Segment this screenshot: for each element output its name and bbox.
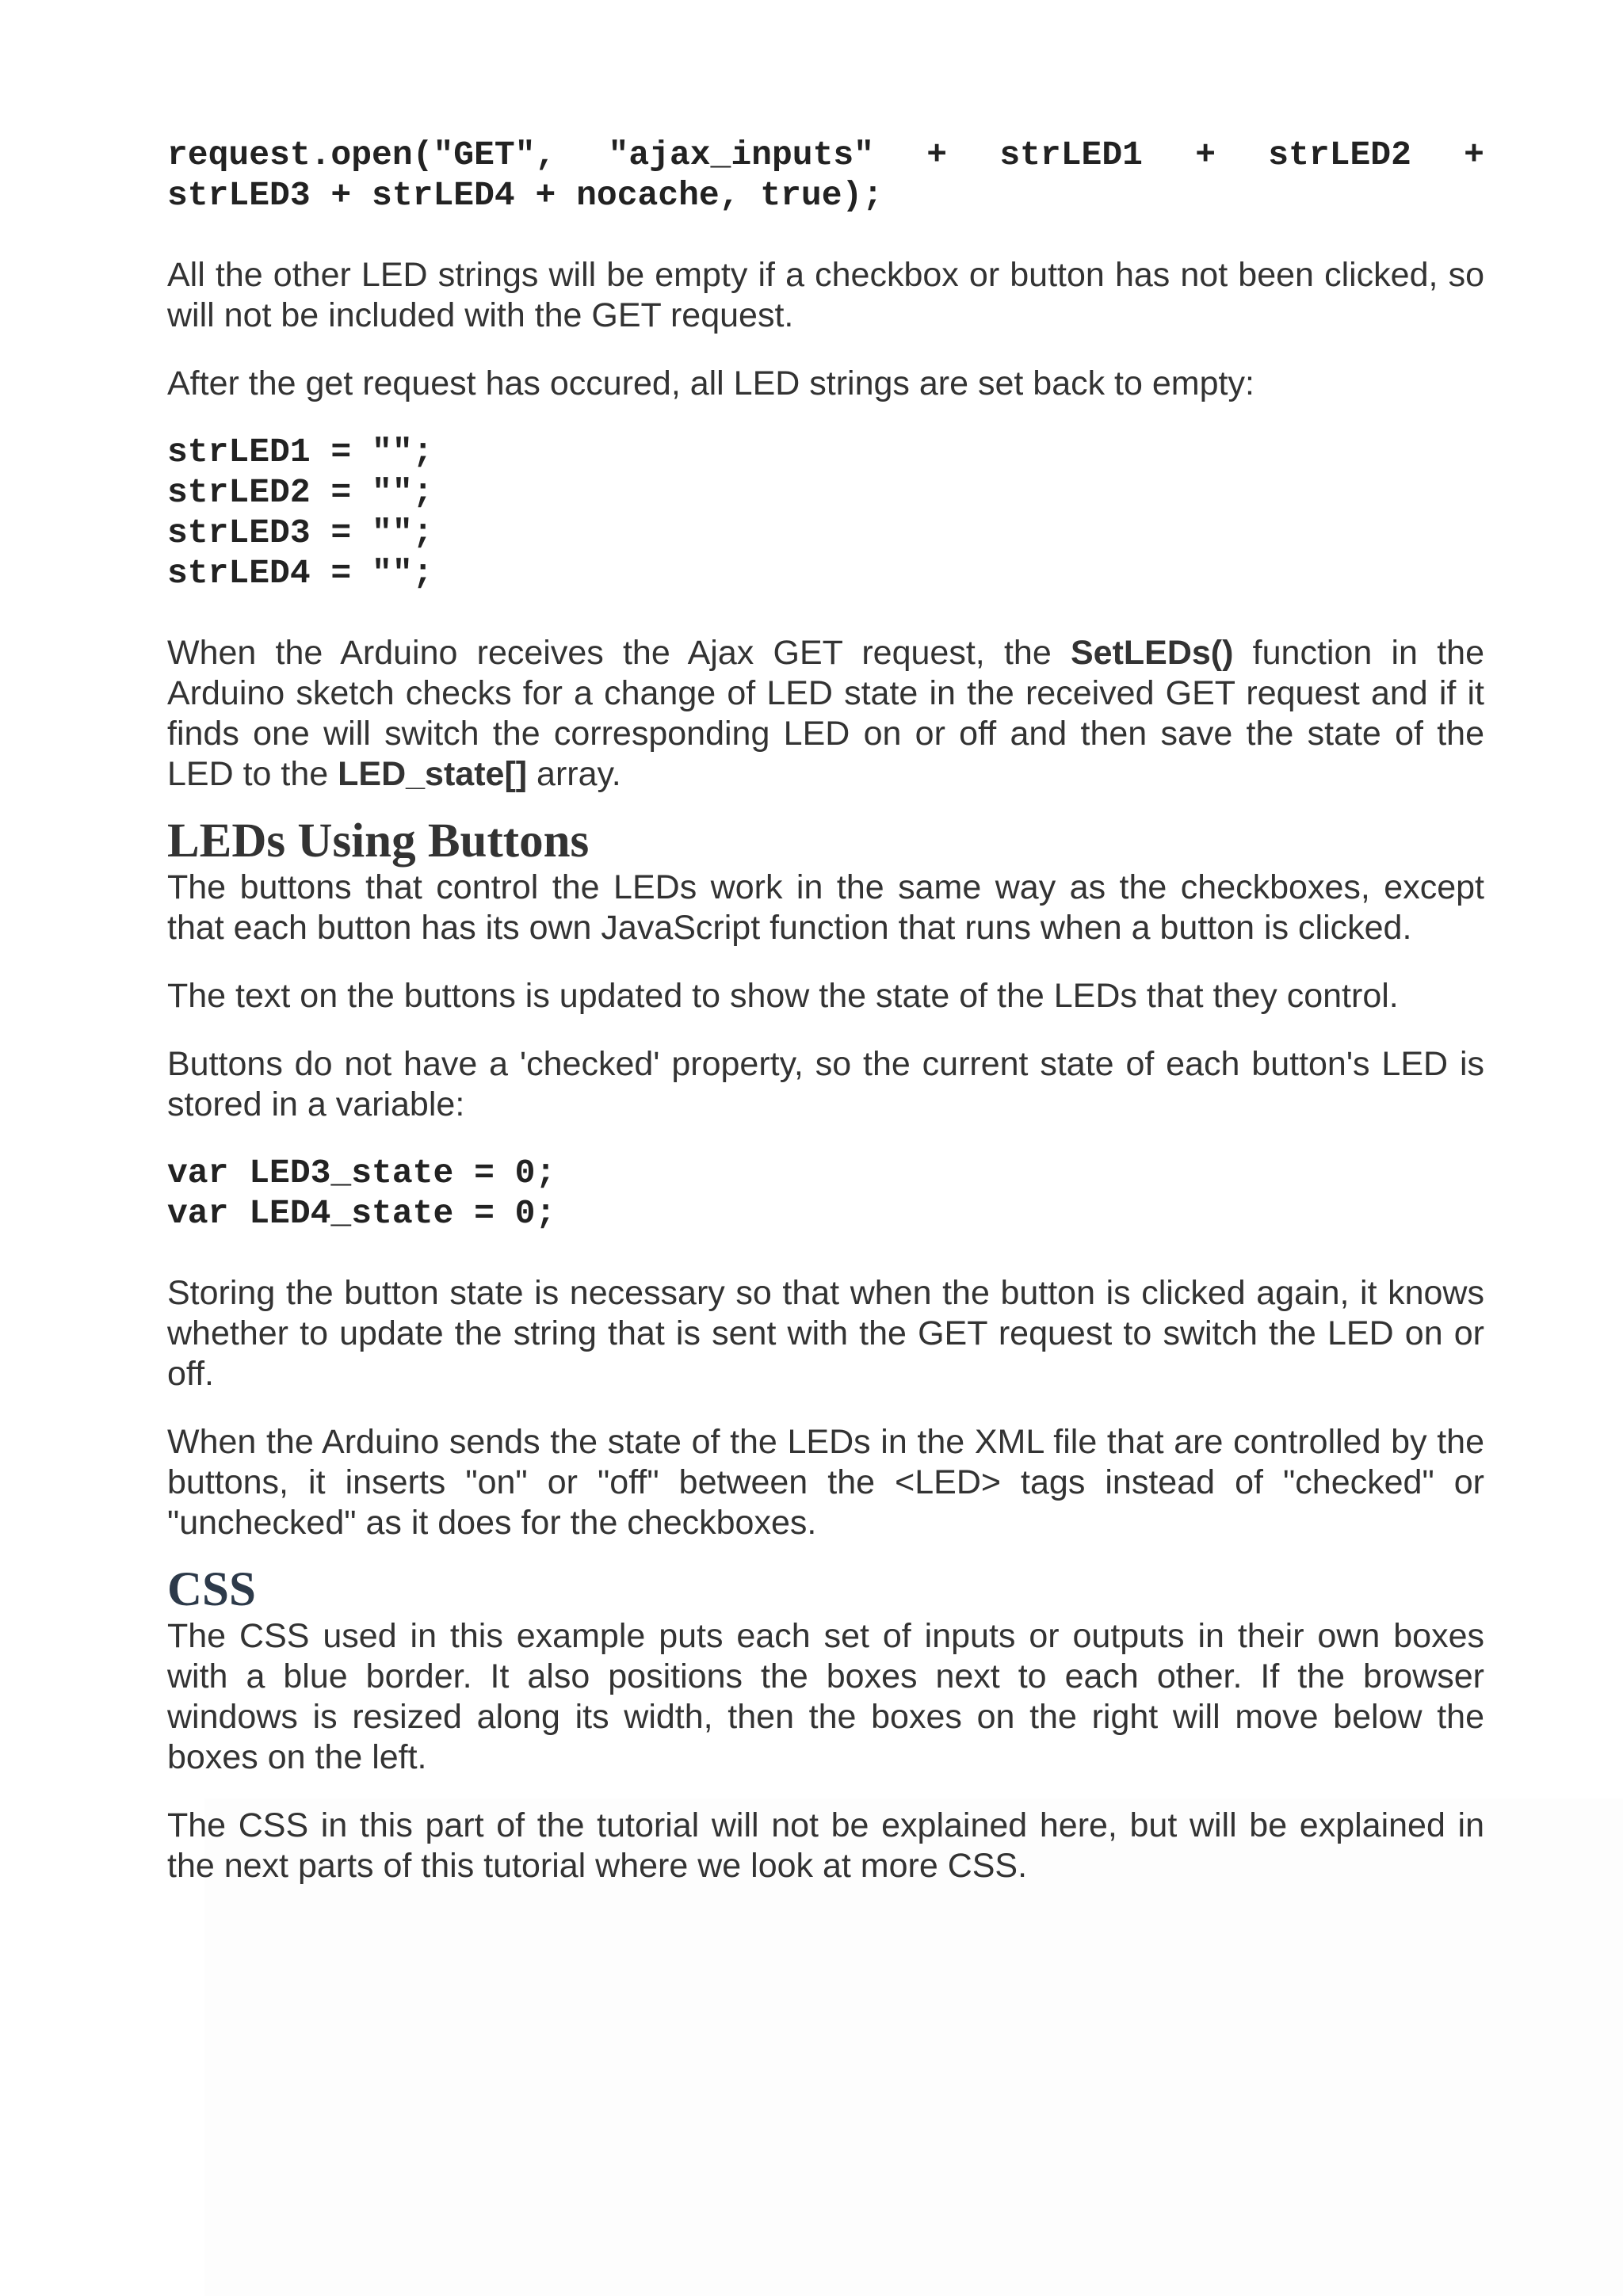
code-token: "ajax_inputs" bbox=[608, 135, 874, 174]
code-line: strLED1 = ""; bbox=[167, 433, 433, 471]
text-run: array. bbox=[527, 755, 621, 793]
code-line: var LED3_state = 0; bbox=[167, 1154, 556, 1192]
code-reset-strings bbox=[167, 432, 1484, 593]
code-state-vars bbox=[167, 1153, 1484, 1234]
heading-leds-using-buttons: LEDs Using Buttons bbox=[167, 814, 590, 868]
paragraph-css-later: The CSS in this part of the tutorial will not be explained here, but will be explained in the next parts of this tutorial where we look at more CSS. bbox=[167, 1806, 1484, 1885]
code-token: strLED2 bbox=[1268, 135, 1411, 174]
code-request-open bbox=[167, 135, 1484, 215]
code-token: strLED1 bbox=[999, 135, 1143, 174]
code-line-1 bbox=[167, 135, 1484, 175]
text-run: function in the Arduino sketch checks for a change of LED state in the received GET request and if it finds one will switch the corresponding LED on or off and then save the state of the LED to the bbox=[167, 634, 1484, 793]
paragraph-xml-state: When the Arduino sends the state of the LEDs in the XML file that are controlled by the buttons, it inserts "on" or "off" between the <LED> tags instead of "checked" or "unchecked" as it does for the checkboxes. bbox=[167, 1423, 1484, 1542]
code-line: var LED4_state = 0; bbox=[167, 1194, 556, 1233]
heading-css: CSS bbox=[167, 1563, 256, 1616]
paragraph-after-get: After the get request has occured, all LED strings are set back to empty: bbox=[167, 364, 1254, 402]
setleds-function-name: SetLEDs() bbox=[1070, 634, 1234, 672]
code-token: + bbox=[926, 135, 948, 174]
paragraph-arduino-receives bbox=[167, 633, 1484, 795]
code-line: strLED4 = ""; bbox=[167, 554, 433, 593]
paragraph-css-used: The CSS used in this example puts each set of inputs or outputs in their own boxes with a blue border. It also positions the boxes next to each other. If the browser windows is resized along its width, then the boxes on the right will move below the boxes on the left. bbox=[167, 1617, 1484, 1776]
code-token: + bbox=[1464, 135, 1484, 174]
code-token: + bbox=[1195, 135, 1216, 174]
document-content bbox=[167, 135, 1484, 1886]
code-line: strLED3 = ""; bbox=[167, 513, 433, 552]
code-line-2: strLED3 + strLED4 + nocache, true); bbox=[167, 176, 884, 215]
paragraph-other-leds: All the other LED strings will be empty if a checkbox or button has not been clicked, so will not be included with the GET request. bbox=[167, 256, 1484, 334]
paragraph-text-on-buttons: The text on the buttons is updated to show the state of the LEDs that they control. bbox=[167, 977, 1399, 1015]
code-token: request.open("GET", bbox=[167, 135, 556, 174]
text-run: When the Arduino receives the Ajax GET request, the bbox=[167, 634, 1071, 672]
paragraph-buttons-control: The buttons that control the LEDs work in the same way as the checkboxes, except that each button has its own JavaScript function that runs when a button is clicked. bbox=[167, 868, 1484, 947]
paragraph-no-checked-property: Buttons do not have a 'checked' property, so the current state of each button's LED is stored in a variable: bbox=[167, 1045, 1484, 1123]
code-line: strLED2 = ""; bbox=[167, 473, 433, 512]
paragraph-storing-state: Storing the button state is necessary so that when the button is clicked again, it knows whether to update the string that is sent with the GET request to switch the LED on or off. bbox=[167, 1274, 1484, 1393]
led-state-array-name: LED_state[] bbox=[338, 755, 528, 793]
